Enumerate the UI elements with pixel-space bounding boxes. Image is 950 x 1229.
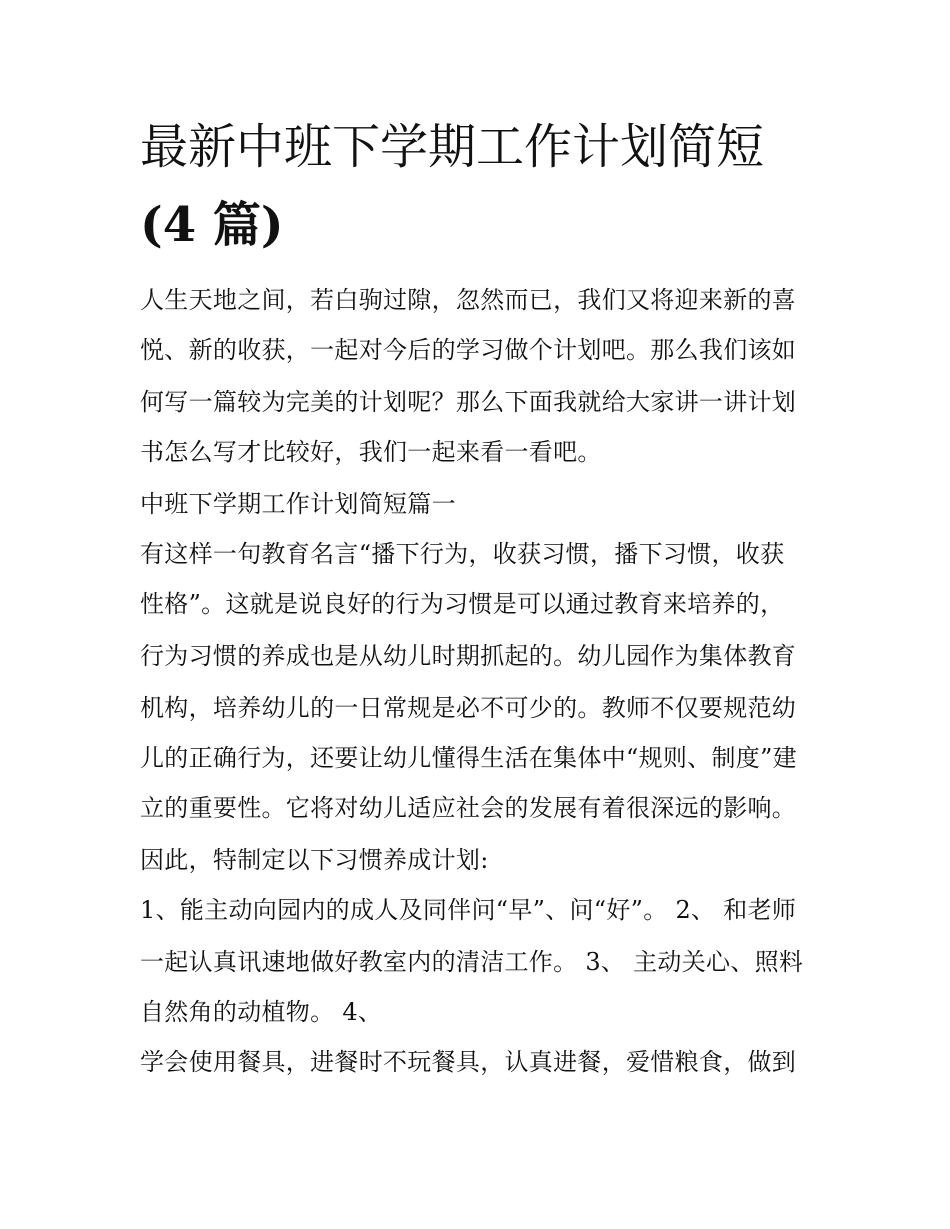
section-heading: 中班下学期工作计划简短篇一	[140, 490, 456, 518]
text-line: 何写一篇较为完美的计划呢？那么下面我就给大家讲一讲计划	[140, 388, 797, 416]
list-text-line: 1、能主动向园内的成人及同伴问“早”、问“好”。 2、 和老师	[140, 896, 797, 924]
text-line: 立的重要性。它将对幼儿适应社会的发展有着很深远的影响。	[140, 794, 797, 822]
text-line: 学会使用餐具，进餐时不玩餐具，认真进餐，爱惜粮食，做到	[140, 1048, 797, 1076]
text-line: 悦、新的收获，一起对今后的学习做个计划吧。那么我们该如	[140, 336, 797, 364]
text-line: 人生天地之间，若白驹过隙，忽然而已，我们又将迎来新的喜	[140, 286, 797, 314]
text-line: 因此，特制定以下习惯养成计划:	[140, 846, 489, 874]
text-line: 机构，培养幼儿的一日常规是必不可少的。教师不仅要规范幼	[140, 694, 797, 722]
list-text-line: 一起认真讯速地做好教室内的清洁工作。 3、 主动关心、照料	[140, 948, 804, 976]
list-text-line: 自然角的动植物。 4、	[140, 998, 383, 1026]
text-line: 行为习惯的养成也是从幼儿时期抓起的。幼儿园作为集体教育	[140, 642, 797, 670]
text-line: 书怎么写才比较好，我们一起来看一看吧。	[140, 438, 602, 466]
text-line: 有这样一句教育名言“播下行为，收获习惯，播下习惯，收获	[140, 540, 785, 568]
document-title-line-2: (4 篇)	[140, 197, 284, 253]
text-line: 性格”。这就是说良好的行为习惯是可以通过教育来培养的，	[140, 590, 785, 618]
document-title-line-1: 最新中班下学期工作计划简短	[140, 119, 765, 175]
text-line: 儿的正确行为，还要让幼儿懂得生活在集体中“规则、制度”建	[140, 744, 797, 772]
